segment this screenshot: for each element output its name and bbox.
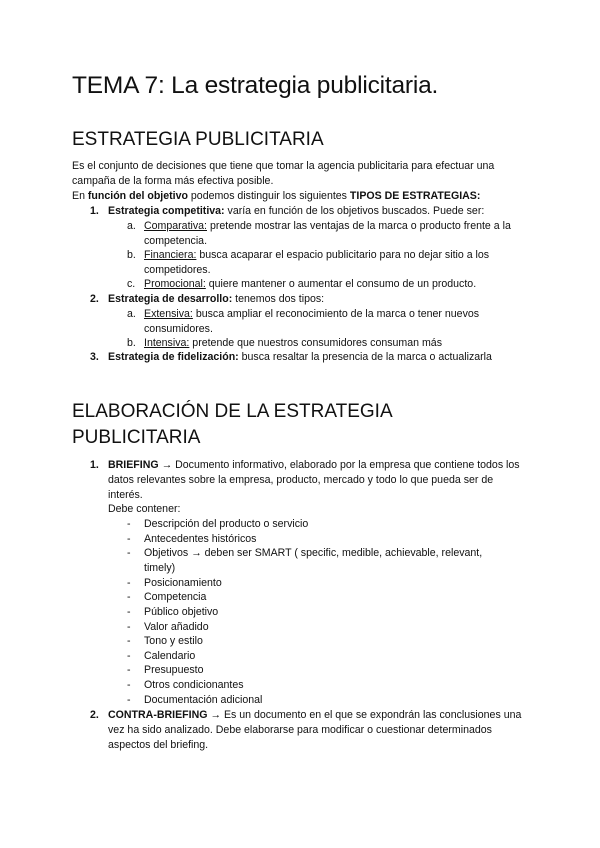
list-number: 1. <box>90 205 99 217</box>
briefing-bullet: Antecedentes históricos <box>144 532 257 545</box>
bullet-dash: - <box>127 620 131 633</box>
briefing-bullet: Valor añadido <box>144 620 209 633</box>
briefing-contains-label: Debe contener: <box>108 503 181 515</box>
sub-letter: c. <box>127 278 136 290</box>
bullet-dash: - <box>127 547 131 560</box>
sub-item: Extensiva: busca ampliar el reconocimiento de la marca o tener nuevos consumidores. <box>144 308 480 335</box>
sub-item: Financiera: busca acaparar el espacio publicitario para no dejar sitio a los competidores. <box>144 249 490 276</box>
section1-heading: ESTRATEGIA PUBLICITARIA <box>72 129 324 150</box>
briefing-bullet: Otros condicionantes <box>144 678 244 691</box>
sub-item: Comparativa: pretende mostrar las ventajas de la marca o producto frente a la competencia. <box>144 220 511 247</box>
sub-item: Promocional: quiere mantener o aumentar el consumo de un producto. <box>144 278 477 290</box>
section2-heading: ELABORACIÓN DE LA ESTRATEGIA PUBLICITARIA <box>72 401 393 448</box>
bullet-dash: - <box>127 591 131 604</box>
section1-intro2: En función del objetivo podemos distinguir los siguientes TIPOS DE ESTRATEGIAS: <box>72 190 481 202</box>
briefing-bullet: Competencia <box>144 591 207 604</box>
briefing-item: BRIEFING → Documento informativo, elaborado por la empresa que contiene todos los datos relevantes sobre la empresa, producto, mercado y todo lo que pueda ser de interés. <box>108 459 520 501</box>
sub-letter: a. <box>127 220 136 232</box>
bullet-dash: - <box>127 532 131 545</box>
bullet-dash: - <box>127 649 131 662</box>
bullet-dash: - <box>127 635 131 648</box>
bullet-dash: - <box>127 693 131 706</box>
bullet-dash: - <box>127 518 131 530</box>
section1-intro: Es el conjunto de decisiones que tiene que tomar la agencia publicitaria para efectuar una campaña de la forma más efectiva posible. <box>72 160 495 187</box>
briefing-bullet: Objetivos → deben ser SMART ( specific, medible, achievable, relevant, timely) <box>144 547 483 575</box>
page-title: TEMA 7: La estrategia publicitaria. <box>72 72 439 99</box>
list-item: Estrategia competitiva: varía en función de los objetivos buscados. Puede ser: <box>108 205 485 217</box>
sub-letter: a. <box>127 308 136 320</box>
list-number: 3. <box>90 351 99 363</box>
briefing-bullet: Público objetivo <box>144 605 219 618</box>
list-number: 1. <box>90 459 99 471</box>
contra-briefing-item: CONTRA-BRIEFING → Es un documento en el que se expondrán las conclusiones una vez ha sido analizado. Debe elaborarse para modificar o cuestionar determinados aspectos del briefing. <box>108 709 522 751</box>
briefing-bullet: Documentación adicional <box>144 693 263 706</box>
briefing-bullet: Calendario <box>144 649 196 662</box>
bullet-dash: - <box>127 576 131 589</box>
briefing-bullet: Presupuesto <box>144 664 204 677</box>
list-item: Estrategia de fidelización: busca resaltar la presencia de la marca o actualizarla <box>108 351 492 363</box>
list-number: 2. <box>90 293 99 305</box>
sub-letter: b. <box>127 249 136 261</box>
bullet-dash: - <box>127 605 131 618</box>
list-item: Estrategia de desarrollo: tenemos dos tipos: <box>108 293 325 305</box>
bullet-dash: - <box>127 664 131 677</box>
briefing-bullet: Descripción del producto o servicio <box>144 518 309 530</box>
list-number: 2. <box>90 709 99 721</box>
sub-item: Intensiva: pretende que nuestros consumidores consuman más <box>144 337 442 349</box>
briefing-bullet: Posicionamiento <box>144 576 222 589</box>
sub-letter: b. <box>127 337 136 349</box>
briefing-bullet: Tono y estilo <box>144 635 203 648</box>
bullet-dash: - <box>127 678 131 691</box>
